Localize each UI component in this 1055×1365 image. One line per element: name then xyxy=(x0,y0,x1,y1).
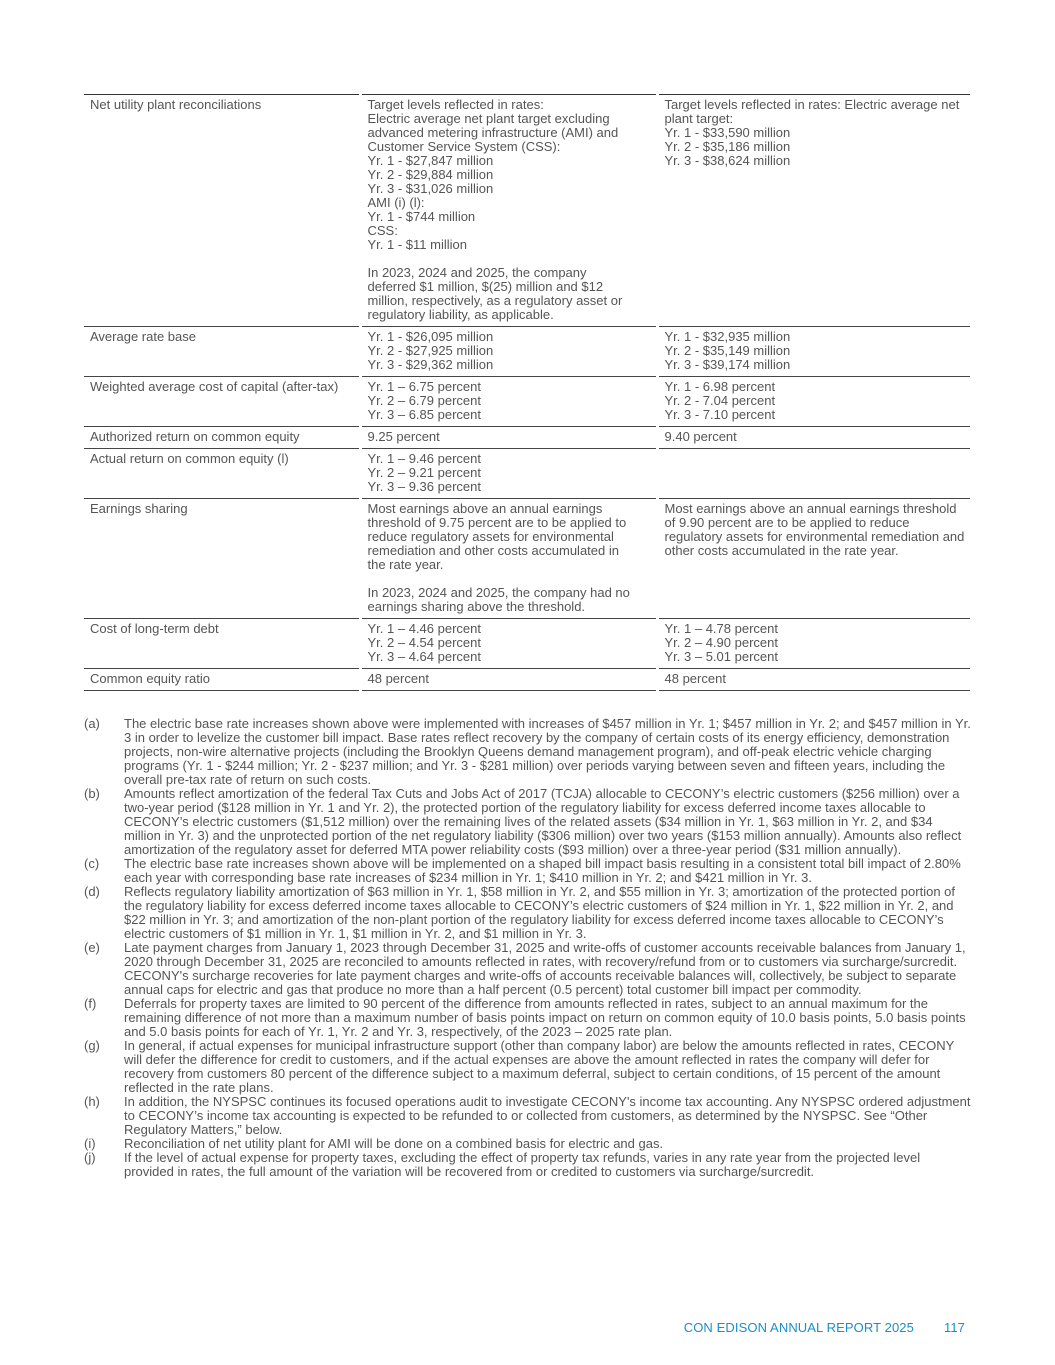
cell-line: Yr. 2 - 7.04 percent xyxy=(664,393,776,408)
cell-line: Target levels reflected in rates: xyxy=(367,97,544,112)
footnote xyxy=(84,885,972,941)
row-label: Authorized return on common equity xyxy=(84,427,360,449)
cell-line: Yr. 1 - $32,935 million xyxy=(664,329,791,344)
rate-plan-2026-cell xyxy=(657,449,970,499)
cell-line: Yr. 2 - $29,884 million xyxy=(367,167,494,182)
row-label: Cost of long-term debt xyxy=(84,619,360,669)
footnote-text: Late payment charges from January 1, 2023 through December 31, 2025 and write-offs of customer accounts receivable balances from January 1, 2020 through December 31, 2025 are reconciled to amounts reflected in rates, with recovery/refund from or to customers via surcharge/surcredit. CECONY's surcharge recoveries for late payment charges and write-offs of accounts receivable balances will, collectively, be subject to separate annual caps for electric and gas that produce no more than a half percent (0.5 percent) total customer bill impact per commodity. xyxy=(124,940,966,997)
row-label: Weighted average cost of capital (after-tax) xyxy=(84,377,360,427)
cell-paragraph xyxy=(368,266,638,322)
cell-line: Yr. 2 - $35,149 million xyxy=(664,343,791,358)
rate-plan-table-body xyxy=(84,95,970,691)
table-row xyxy=(84,427,970,449)
footnote-label: (a) xyxy=(84,716,100,731)
cell-paragraph xyxy=(665,502,971,558)
row-label: Common equity ratio xyxy=(84,669,360,691)
rate-plan-2026-cell xyxy=(657,427,970,449)
row-label: Actual return on common equity (l) xyxy=(84,449,360,499)
footnote-text: Amounts reflect amortization of the federal Tax Cuts and Jobs Act of 2017 (TCJA) allocable to CECONY’s electric customers ($256 million) over a two-year period ($128 million in Yr. 1 and Yr. 2), the protected portion of the regulatory liability for excess deferred income taxes allocable to CECONY’s electric customers ($1,512 million) over the remaining lives of the related assets ($34 million in Yr. 1, $63 million in Yr. 2, and $34 million in Yr. 3) and the unprotected portion of the net regulatory liability ($306 million) over two years ($153 million annually). Amounts also reflect amortization of the regulatory asset for deferred MTA power reliability costs ($93 million) over a three-year period ($31 million annually). xyxy=(124,786,962,857)
cell-line: Yr. 3 – 9.36 percent xyxy=(367,479,481,494)
rate-plan-2026-cell xyxy=(657,499,970,619)
footnote-text: If the level of actual expense for property taxes, excluding the effect of property tax refunds, varies in any rate year from the projected level provided in rates, the full amount of the variation will be recovered from or credited to customers via surcharge/surcredit. xyxy=(124,1150,921,1179)
cell-line: Yr. 1 – 6.75 percent xyxy=(367,379,481,394)
table-row xyxy=(84,669,970,691)
cell-line: Yr. 2 – 4.90 percent xyxy=(664,635,778,650)
rate-plan-2023-cell xyxy=(360,427,657,449)
cell-paragraph xyxy=(368,452,638,494)
cell-line: Yr. 3 – 6.85 percent xyxy=(367,407,481,422)
footnote-label: (e) xyxy=(84,940,100,955)
cell-line: Yr. 1 – 4.46 percent xyxy=(367,621,481,636)
cell-line: Yr. 1 – 4.78 percent xyxy=(664,621,778,636)
rate-plan-2026-cell xyxy=(657,377,970,427)
rate-plan-2026-cell xyxy=(657,619,970,669)
cell-line: Yr. 3 – 4.64 percent xyxy=(367,649,481,664)
footnote xyxy=(84,941,972,997)
cell-paragraph xyxy=(368,380,638,422)
table-row xyxy=(84,95,970,327)
cell-line: 9.25 percent xyxy=(367,429,440,444)
cell-line: Yr. 3 - $39,174 million xyxy=(664,357,791,372)
cell-line: CSS: xyxy=(367,223,398,238)
footnote-label: (b) xyxy=(84,786,100,801)
cell-line: Yr. 2 – 4.54 percent xyxy=(367,635,481,650)
cell-line: In 2023, 2024 and 2025, the company deferred $1 million, $(25) million and $12 million, respectively, as a regulatory asset or regulatory liability, as applicable. xyxy=(367,265,626,322)
footnote-text: Reconciliation of net utility plant for AMI will be done on a combined basis for electric and gas. xyxy=(124,1136,664,1151)
footnote xyxy=(84,787,972,857)
rate-plan-2026-cell xyxy=(657,669,970,691)
cell-line: Yr. 3 – 5.01 percent xyxy=(664,649,778,664)
footnote-text: Deferrals for property taxes are limited to 90 percent of the difference from amounts reflected in rates, subject to an annual maximum for the remaining difference of not more than a maximum number of basis points impact on return on common equity of 10.0 basis points, 5.0 basis points and 5.0 basis points for each of Yr. 1, Yr. 2 and Yr. 3, respectively, of the 2023 – 2025 rate plan. xyxy=(124,996,966,1039)
footnote-text: In general, if actual expenses for municipal infrastructure support (other than company labor) are below the amounts reflected in rates, CECONY will defer the difference for credit to customers, and if the actual expenses are above the amount reflected in rates the company will defer for recovery from customers 80 percent of the difference subject to a maximum deferral, subject to certain conditions, of 15 percent of the amount reflected in the rate plans. xyxy=(124,1038,955,1095)
table-row xyxy=(84,619,970,669)
page-footer xyxy=(684,1321,965,1335)
cell-line: 48 percent xyxy=(367,671,429,686)
cell-paragraph xyxy=(665,330,971,372)
cell-line: Yr. 3 - $38,624 million xyxy=(664,153,791,168)
rate-plan-table xyxy=(84,94,970,691)
cell-paragraph xyxy=(665,672,971,686)
rate-plan-2026-cell xyxy=(657,95,970,327)
cell-line: Yr. 1 - $11 million xyxy=(367,237,467,252)
cell-line: Yr. 2 - $35,186 million xyxy=(664,139,791,154)
footnote xyxy=(84,997,972,1039)
cell-paragraph xyxy=(368,330,638,372)
rate-plan-2023-cell xyxy=(360,669,657,691)
rate-plan-2023-cell xyxy=(360,327,657,377)
footnote-label: (j) xyxy=(84,1150,96,1165)
footnote-label: (i) xyxy=(84,1136,96,1151)
footnotes xyxy=(84,717,972,1179)
cell-paragraph xyxy=(665,622,971,664)
cell-line: Yr. 3 - 7.10 percent xyxy=(664,407,776,422)
cell-line: Target levels reflected in rates: Electric average net plant target: xyxy=(664,97,963,126)
footnote-label: (g) xyxy=(84,1038,100,1053)
footnote-text: The electric base rate increases shown above were implemented with increases of $457 million in Yr. 1; $457 million in Yr. 2; and $457 million in Yr. 3 in order to levelize the customer bill impact. Base rates reflect recovery by the company of certain costs of its energy efficiency, demonstration projects, non-wire alternative projects (including the Brooklyn Queens demand management program), and off-peak electric vehicle charging programs (Yr. 1 - $244 million; Yr. 2 - $237 million; and Yr. 3 - $281 million) over periods varying between seven and fifteen years, including the overall pre-tax rate of return on such costs. xyxy=(124,716,971,787)
cell-line: Most earnings above an annual earnings threshold of 9.75 percent are to be applied to reduce regulatory assets for environmental remediation and other costs accumulated in the rate year. xyxy=(367,501,630,572)
cell-paragraph xyxy=(368,622,638,664)
page-number: 117 xyxy=(943,1320,965,1335)
cell-line: Yr. 3 - $29,362 million xyxy=(367,357,494,372)
report-title: CON EDISON ANNUAL REPORT 2025 xyxy=(683,1320,914,1335)
cell-paragraph xyxy=(368,586,638,614)
table-row xyxy=(84,377,970,427)
rate-plan-2023-cell xyxy=(360,95,657,327)
cell-line: Yr. 1 - $27,847 million xyxy=(367,153,494,168)
cell-line: Yr. 3 - $31,026 million xyxy=(367,181,494,196)
cell-line: Yr. 1 - $26,095 million xyxy=(367,329,494,344)
cell-line: AMI (i) (l): xyxy=(367,195,425,210)
footnote xyxy=(84,857,972,885)
cell-line: Yr. 2 – 6.79 percent xyxy=(367,393,481,408)
cell-line: Most earnings above an annual earnings threshold of 9.90 percent are to be applied to reduce regulatory assets for environmental remediation and other costs accumulated in the rate year. xyxy=(664,501,969,558)
footnote-text: Reflects regulatory liability amortization of $63 million in Yr. 1, $58 million in Yr. 2, and $55 million in Yr. 3; amortization of the protected portion of the regulatory liability for excess deferred income taxes allocable to CECONY’s electric customers of $24 million in Yr. 1, $22 million in Yr. 2, and $22 million in Yr. 3; and amortization of the non-plant portion of the regulatory liability for excess deferred income taxes allocable to CECONY’s electric customers of $1 million in Yr. 1, $1 million in Yr. 2, and $1 million in Yr. 3. xyxy=(124,884,955,941)
cell-line: 48 percent xyxy=(664,671,726,686)
rate-plan-2023-cell xyxy=(360,449,657,499)
rate-plan-2023-cell xyxy=(360,619,657,669)
cell-line: Electric average net plant target excluding advanced metering infrastructure (AMI) and Customer Service System (CSS): xyxy=(367,111,622,154)
footnote xyxy=(84,1039,972,1095)
cell-line: Yr. 1 - 6.98 percent xyxy=(664,379,776,394)
cell-line: Yr. 2 – 9.21 percent xyxy=(367,465,481,480)
rate-plan-2023-cell xyxy=(360,377,657,427)
row-label: Net utility plant reconciliations xyxy=(84,95,360,327)
footnote-label: (f) xyxy=(84,996,97,1011)
footnote-label: (h) xyxy=(84,1094,100,1109)
table-row xyxy=(84,499,970,619)
cell-paragraph xyxy=(665,430,971,444)
footnote-label: (d) xyxy=(84,884,100,899)
cell-paragraph xyxy=(368,672,638,686)
footnote-text: In addition, the NYSPSC continues its focused operations audit to investigate CECONY's income tax accounting. Any NYSPSC ordered adjustment to CECONY’s income tax accounting is expected to be refunded to or collected from customers, as determined by the NYSPSC. See “Other Regulatory Matters,” below. xyxy=(124,1094,971,1137)
cell-line: 9.40 percent xyxy=(664,429,737,444)
footnote-label: (c) xyxy=(84,856,100,871)
row-label: Average rate base xyxy=(84,327,360,377)
cell-line: Yr. 1 - $33,590 million xyxy=(664,125,791,140)
cell-line: Yr. 2 - $27,925 million xyxy=(367,343,494,358)
cell-paragraph xyxy=(665,98,971,168)
footnote xyxy=(84,1095,972,1137)
cell-line: Yr. 1 – 9.46 percent xyxy=(367,451,481,466)
rate-plan-2026-cell xyxy=(657,327,970,377)
rate-plan-2023-cell xyxy=(360,499,657,619)
cell-paragraph xyxy=(368,98,638,252)
cell-line: In 2023, 2024 and 2025, the company had no earnings sharing above the threshold. xyxy=(367,585,634,614)
cell-paragraph xyxy=(665,380,971,422)
footnote xyxy=(84,1151,972,1179)
footnote xyxy=(84,1137,972,1151)
footnote-text: The electric base rate increases shown above will be implemented on a shaped bill impact basis resulting in a consistent total bill impact of 2.80% each year with corresponding base rate increases of $234 million in Yr. 1; $410 million in Yr. 2; and $421 million in Yr. 3. xyxy=(124,856,961,885)
cell-line: Yr. 1 - $744 million xyxy=(367,209,476,224)
table-row xyxy=(84,327,970,377)
cell-paragraph xyxy=(368,430,638,444)
footnote xyxy=(84,717,972,787)
row-label: Earnings sharing xyxy=(84,499,360,619)
cell-paragraph xyxy=(368,502,638,572)
table-row xyxy=(84,449,970,499)
